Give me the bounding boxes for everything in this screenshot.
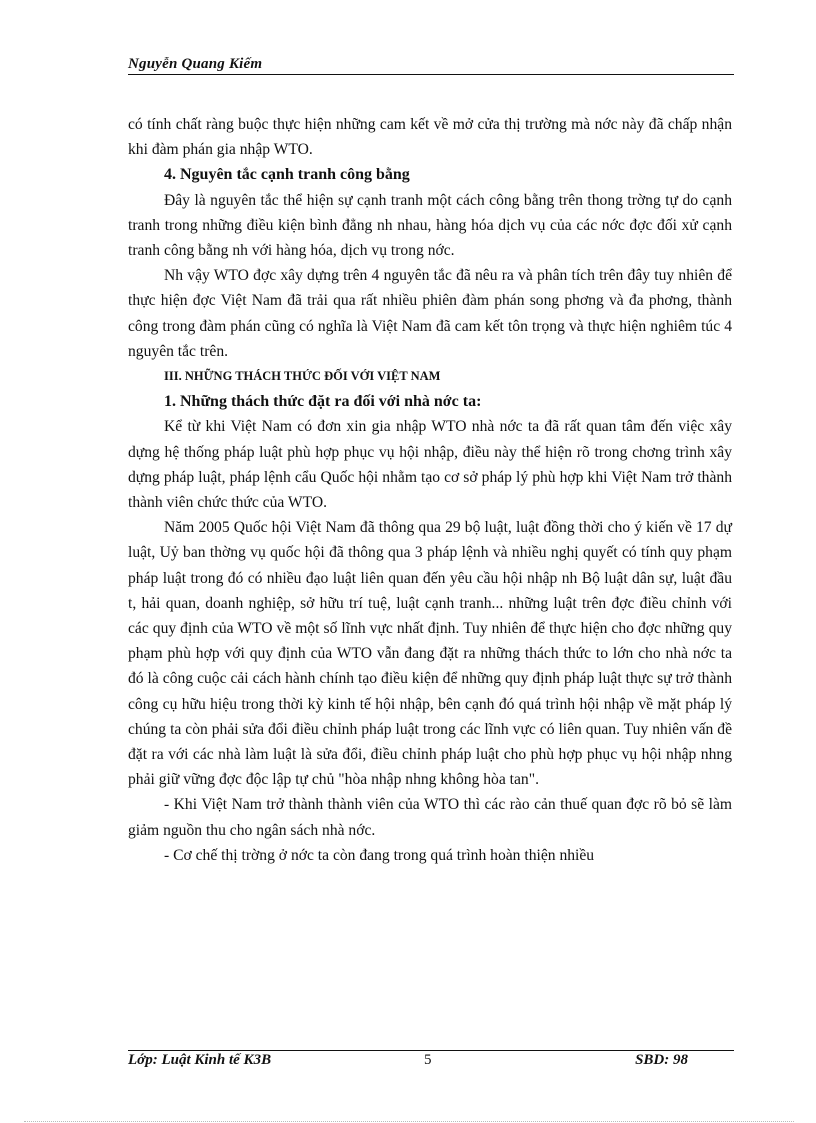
header-author: Nguyễn Quang Kiếm (128, 56, 263, 72)
heading-state-challenges: 1. Những thách thức đặt ra đối với nhà nớc ta: (164, 393, 482, 411)
footer-class-label: Lớp: Luật Kinh tế K3B (128, 1052, 272, 1068)
paragraph-summary: Nh vậy WTO đợc xây dựng trên 4 nguyên tắc đã nêu ra và phân tích trên đây tuy nhiên để thực hiện đợc Việt Nam đã trải qua rất nhiều phiên đàm phán song phơng và đa phơng, thành công trong đàm phán cũng có nghĩa là Việt Nam đã cam kết tôn trọng và thực hiện nghiêm túc 4 nguyên tắc trên. (128, 267, 732, 360)
paragraph-2005-laws: Năm 2005 Quốc hội Việt Nam đã thông qua 29 bộ luật, luật đồng thời cho ý kiến về 17 dự luật, Uỷ ban thờng vụ quốc hội đã thông qua 3 pháp lệnh và nhiều nghị quyết có tính quy phạm pháp luật trong đó có nhiều đạo luật liên quan đến yêu cầu hội nhập nh Bộ luật dân sự, luật đầu t, hải quan, doanh nghiệp, sở hữu trí tuệ, luật cạnh tranh... những luật trên đợc điều chỉnh với các quy định của WTO về một số lĩnh vực nhất định. Tuy nhiên để thực hiện cho đợc những quy phạm phù hợp với quy định của WTO vẫn đang đặt ra những thách thức to lớn cho nhà nớc ta đó là công cuộc cải cách hành chính tạo điều kiện để những quy định pháp luật thực sự trở thành công cụ hữu hiệu trong thời kỳ kinh tế hội nhập, bên cạnh đó quá trình hội nhập về mặt pháp lý chúng ta còn phải sửa đổi điều chỉnh pháp luật trong các lĩnh vực có liên quan. Tuy nhiên vấn đề đặt ra với các nhà làm luật là sửa đổi, điều chỉnh pháp luật cho phù hợp phục vụ hội nhập nhng phải giữ vững đợc độc lập tự chủ "hòa nhập nhng không hòa tan". (128, 519, 732, 789)
section-heading-challenges: III. NHỮNG THÁCH THỨC ĐỐI VỚI VIỆT NAM (164, 369, 441, 384)
paragraph-legal-system: Kể từ khi Việt Nam có đơn xin gia nhập WTO nhà nớc ta đã rất quan tâm đến việc xây dựng hệ thống pháp luật phù hợp phục vụ hội nhập, điều này thể hiện rõ trong chơng trình xây dựng pháp luật, pháp lệnh cẩu Quốc hội nhằm tạo cơ sở pháp lý phù hợp khi Việt Nam trở thành thành viên chức thức của WTO. (128, 418, 732, 512)
paragraph-fair-competition: Đây là nguyên tắc thể hiện sự cạnh tranh một cách công bằng trên thong trờng tự do cạnh tranh trong những điều kiện bình đẳng nh nhau, hàng hóa dịch vụ của các nớc đợc đối xử cạnh tranh công bằng nh với hàng hóa, dịch vụ trong nớc. (128, 191, 732, 260)
header-rule (128, 74, 734, 75)
page-number: 5 (424, 1052, 432, 1068)
footer-rule (128, 1050, 734, 1051)
heading-fair-competition: 4. Nguyên tắc cạnh tranh công bằng (164, 166, 410, 184)
footer (128, 1052, 734, 1072)
page-content (128, 112, 732, 868)
bullet-market-mechanism: - Cơ chế thị trờng ở nớc ta còn đang trong quá trình hoàn thiện nhiều (164, 846, 595, 864)
bullet-tariff-revenue: - Khi Việt Nam trở thành thành viên của WTO thì các rào cản thuế quan đợc rõ bỏ sẽ làm giảm nguồn thu cho ngân sách nhà nớc. (128, 796, 732, 839)
page-edge-divider (24, 1121, 794, 1122)
footer-sbd: SBD: 98 (635, 1052, 688, 1068)
paragraph-continued: có tính chất ràng buộc thực hiện những cam kết về mở cửa thị trường mà nớc này đã chấp nhận khi đàm phán gia nhập WTO. (128, 116, 732, 159)
